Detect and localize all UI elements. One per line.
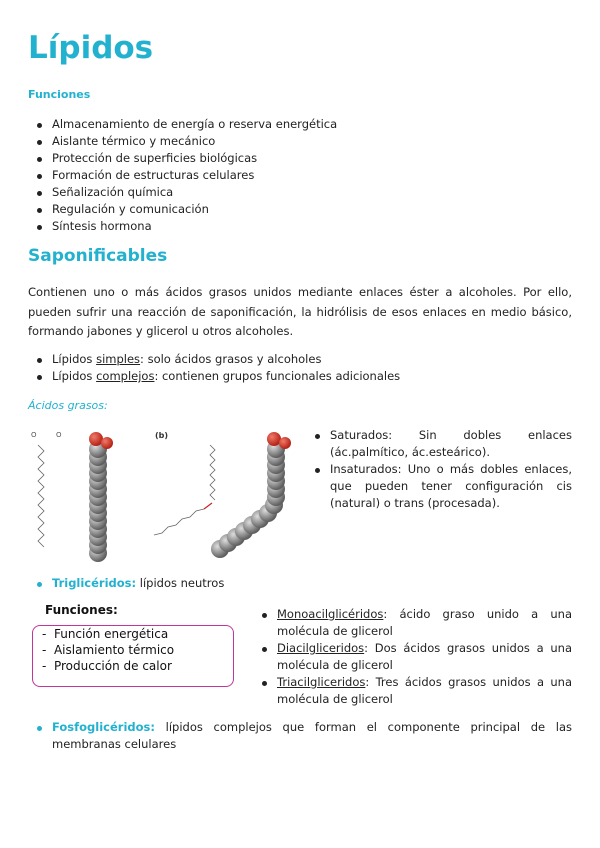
list-item: Síntesis hormona	[28, 218, 568, 235]
figure-b-label: (b)	[155, 431, 169, 440]
saturated-fatty-acid-figure	[28, 425, 138, 565]
list-item: Lípidos simples: solo ácidos grasos y alcoholes	[28, 351, 568, 368]
term-simples: simples	[96, 352, 141, 366]
functions-title: Funciones:	[45, 603, 118, 617]
functions-item: - Producción de calor	[42, 659, 172, 673]
list-item: Almacenamiento de energía o reserva energética	[28, 116, 568, 133]
list-item: Triglicéridos: lípidos neutros	[28, 575, 568, 592]
list-item: Protección de superficies biológicas	[28, 150, 568, 167]
acidos-grasos-list	[306, 427, 572, 512]
trigliceridos-functions-box	[30, 603, 240, 693]
unsaturated-fatty-acid-figure	[150, 425, 310, 565]
term-complejos: complejos	[96, 369, 155, 383]
list-item: Señalización química	[28, 184, 568, 201]
page-title: Lípidos	[28, 30, 154, 66]
svg-text:O: O	[31, 431, 37, 439]
trigliceridos-item	[28, 575, 568, 592]
acidos-grasos-label: Ácidos grasos:	[28, 399, 108, 412]
section-heading-saponificables: Saponificables	[28, 246, 168, 266]
functions-item: - Función energética	[42, 627, 169, 641]
lipid-types-list	[28, 351, 568, 385]
list-item: Insaturados: Uno o más dobles enlaces, que pueden tener configuración cis (natural) o trans (procesada).	[306, 461, 572, 512]
funciones-list	[28, 116, 568, 235]
list-item: Fosfoglicéridos: lípidos complejos que forman el componente principal de las membranas celulares	[28, 719, 572, 753]
svg-text:O: O	[56, 431, 62, 439]
list-item: Saturados: Sin dobles enlaces (ác.palmítico, ác.esteárico).	[306, 427, 572, 461]
list-item: Diacilgliceridos: Dos ácidos grasos unidos a una molécula de glicerol	[253, 640, 572, 674]
fosfogliceridos-item	[28, 719, 572, 753]
list-item: Formación de estructuras celulares	[28, 167, 568, 184]
saponificables-paragraph: Contienen uno o más ácidos grasos unidos mediante enlaces éster a alcoholes. Por ello, pueden sufrir una reacción de saponificación, la hidrólisis de esos enlaces en medio básico, formando jabones y glicerol u otros alcoholes.	[28, 285, 572, 338]
funciones-heading: Funciones	[28, 88, 91, 101]
list-item: Triacilgliceridos: Tres ácidos grasos unidos a una molécula de glicerol	[253, 674, 572, 708]
list-item: Monoacilglicéridos: ácido graso unido a una molécula de glicerol	[253, 606, 572, 640]
list-item: Lípidos complejos: contienen grupos funcionales adicionales	[28, 368, 568, 385]
trigliceridos-types-list	[253, 606, 572, 708]
list-item: Regulación y comunicación	[28, 201, 568, 218]
functions-item: - Aislamiento térmico	[42, 643, 175, 657]
list-item: Aislante térmico y mecánico	[28, 133, 568, 150]
